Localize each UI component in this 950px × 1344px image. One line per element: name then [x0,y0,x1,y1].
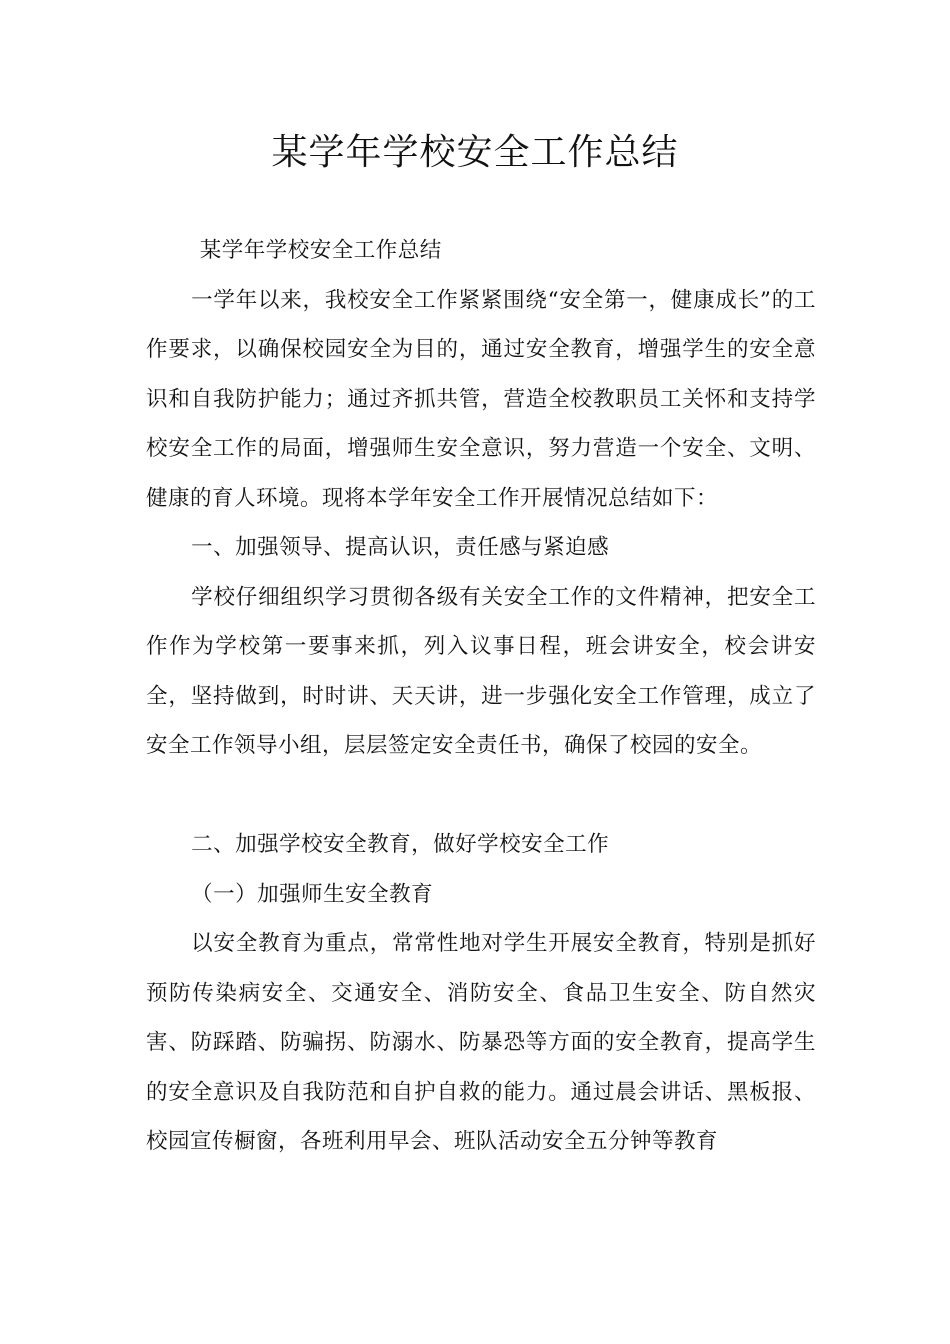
section-1-paragraph: 学校仔细组织学习贯彻各级有关安全工作的文件精神，把安全工作作为学校第一要事来抓，列入议事日程，班会讲安全，校会讲安全，坚持做到，时时讲、天天讲，进一步强化安全工作管理，成立了安全工作领导小组，层层签定安全责任书，确保了校园的安全。 [146,584,816,758]
section-heading-1: 一、加强领导、提高认识，责任感与紧迫感 [191,535,610,560]
intro-paragraph: 一学年以来，我校安全工作紧紧围绕“安全第一，健康成长”的工作要求，以确保校园安全为目的，通过安全教育，增强学生的安全意识和自我防护能力；通过齐抓共管，营造全校教职员工关怀和支持学校安全工作的局面，增强师生安全意识，努力营造一个安全、文明、健康的育人环境。现将本学年安全工作开展情况总结如下： [146,287,816,511]
document-title: 某学年学校安全工作总结 [271,132,679,173]
document-body [146,226,816,1167]
subsection-2-1-paragraph: 以安全教育为重点，常常性地对学生开展安全教育，特别是抓好预防传染病安全、交通安全、消防安全、食品卫生安全、防自然灾害、防踩踏、防骗拐、防溺水、防暴恐等方面的安全教育，提高学生的安全意识及自我防范和自护自救的能力。通过晨会讲话、黑板报、校园宣传橱窗，各班利用早会、班队活动安全五分钟等教育 [146,931,816,1154]
subsection-heading-2-1: （一）加强师生安全教育 [191,881,434,907]
section-heading-2: 二、加强学校安全教育，做好学校安全工作 [191,832,610,857]
document-subtitle: 某学年学校安全工作总结 [199,238,442,263]
